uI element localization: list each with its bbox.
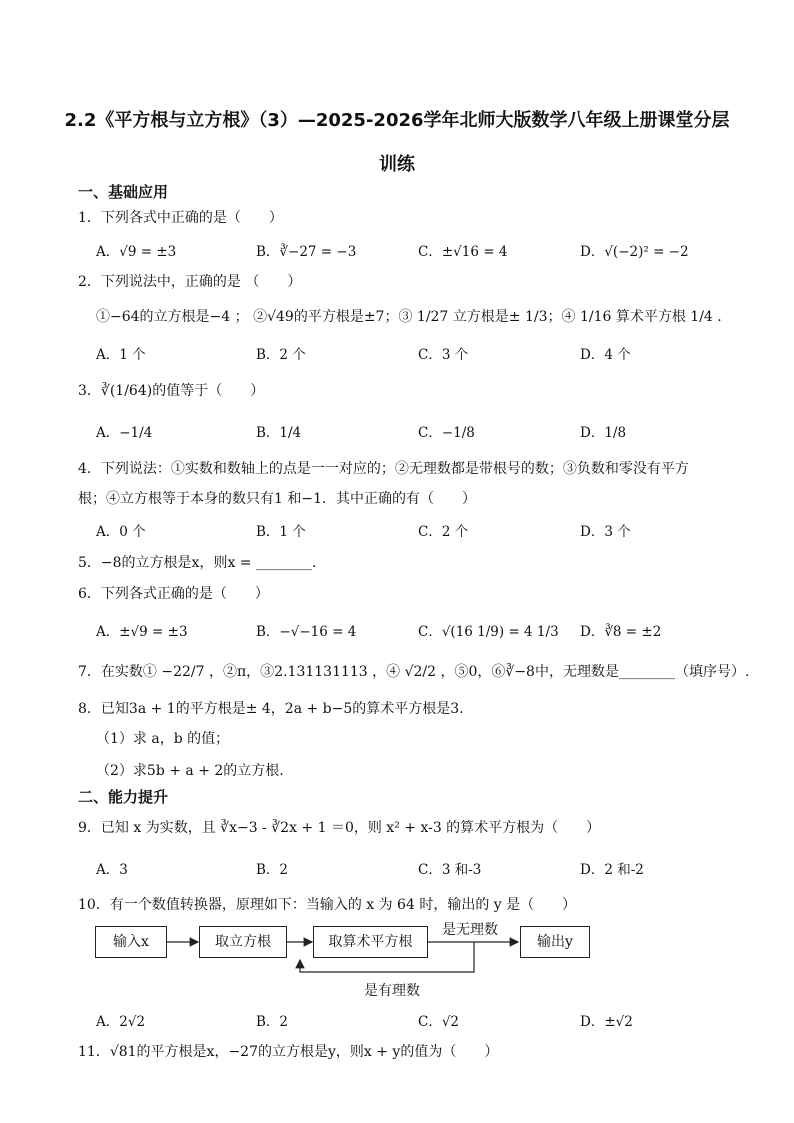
question-2-stem: 2．下列说法中，正确的是 （ ） [78, 274, 302, 290]
question-4-option-c: C．2 个 [418, 524, 469, 540]
question-1-option-b: B．∛−27 = −3 [256, 244, 357, 260]
question-6-option-c: C．√(16 1/9) = 4 1/3 [418, 624, 559, 640]
question-9-option-a: A．3 [96, 862, 128, 878]
flow-label-rational: 是有理数 [364, 983, 420, 999]
question-6-option-b: B．−√−16 = 4 [256, 624, 357, 640]
flow-output-box: 输出y [520, 926, 590, 958]
question-2-option-b: B．2 个 [256, 347, 306, 363]
question-5-stem: 5．−8的立方根是x，则x = ________． [78, 555, 326, 571]
question-9-option-b: B．2 [256, 862, 289, 878]
page-title: 2.2《平方根与立方根》（3）—2025-2026学年北师大版数学八年级上册课堂分层 [64, 110, 730, 131]
flow-cube-root-box: 取立方根 [199, 926, 287, 958]
question-10-option-b: B．2 [256, 1014, 289, 1030]
page-title-continued: 训练 [379, 154, 415, 175]
question-7-stem: 7．在实数① −22/7 ，②π，③2.131131113 ，④ √2/2 ，⑤0，⑥∛−8中，无理数是________（填序号）. [78, 664, 750, 680]
question-1-stem: 1．下列各式中正确的是（ ） [78, 210, 283, 226]
question-4-stem-line2: 根；④立方根等于本身的数只有1 和−1．其中正确的有（ ） [78, 491, 476, 507]
flow-label-irrational: 是无理数 [442, 922, 498, 938]
question-6-option-a: A．±√9 = ±3 [96, 624, 188, 640]
flow-input-box: 输入x [95, 926, 167, 958]
question-4-stem-line1: 4．下列说法：①实数和数轴上的点是一一对应的；②无理数都是带根号的数；③负数和零没有平方 [78, 461, 689, 477]
question-8-stem: 8．已知3a + 1的平方根是± 4，2a + b−5的算术平方根是3. [78, 701, 464, 717]
question-3-option-a: A．−1/4 [96, 425, 153, 441]
question-2-option-c: C．3 个 [418, 347, 469, 363]
question-9-option-d: D．2 和-2 [580, 862, 644, 878]
question-8-part-2: （2）求5b + a + 2的立方根. [96, 763, 284, 779]
question-6-option-d: D．∛8 = ±2 [580, 624, 662, 640]
question-8-part-1: （1）求 a，b 的值； [96, 731, 230, 747]
question-2-option-a: A．1 个 [96, 347, 146, 363]
section-heading-basic: 一、基础应用 [78, 183, 169, 201]
question-10-option-d: D．±√2 [580, 1014, 633, 1030]
section-heading-advanced: 二、能力提升 [78, 788, 169, 806]
question-3-option-b: B．1/4 [256, 425, 302, 441]
question-9-stem: 9．已知 x 为实数，且 ∛x−3 - ∛2x + 1 ＝0，则 x² + x-3 的算术平方根为（ ） [78, 820, 601, 836]
question-10-option-c: C．√2 [418, 1014, 460, 1030]
question-1-option-a: A．√9 = ±3 [96, 244, 177, 260]
question-3-option-c: C．−1/8 [418, 425, 475, 441]
question-10-stem: 10．有一个数值转换器，原理如下：当输入的 x 为 64 时，输出的 y 是（ ） [78, 897, 577, 913]
question-1-option-c: C．±√16 = 4 [418, 244, 508, 260]
question-9-option-c: C．3 和-3 [418, 862, 482, 878]
question-2-option-d: D．4 个 [580, 347, 631, 363]
question-6-stem: 6．下列各式正确的是（ ） [78, 586, 269, 602]
question-1-option-d: D．√(−2)² = −2 [580, 244, 689, 260]
question-4-option-d: D．3 个 [580, 524, 631, 540]
question-11-stem: 11．√81的平方根是x，−27的立方根是y，则x + y的值为（ ） [78, 1044, 499, 1060]
question-10-option-a: A．2√2 [96, 1014, 146, 1030]
flow-square-root-box: 取算术平方根 [313, 926, 428, 958]
question-4-option-b: B．1 个 [256, 524, 306, 540]
question-2-statements: ①−64的立方根是−4 ； ②√49的平方根是±7；③ 1/27 立方根是± 1/3；④ 1/16 算术平方根 1/4 . [96, 309, 722, 325]
question-3-option-d: D．1/8 [580, 425, 627, 441]
question-3-stem: 3．∛(1/64)的值等于（ ） [78, 383, 265, 399]
question-4-option-a: A．0 个 [96, 524, 146, 540]
